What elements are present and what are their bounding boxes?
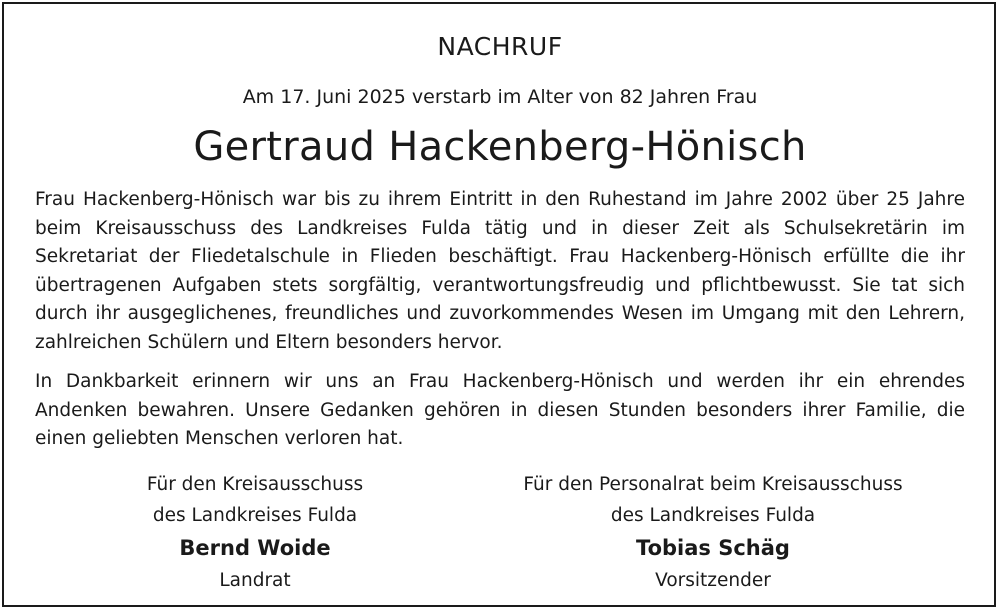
signature-block-left	[25, 469, 485, 596]
intro-line: Am 17. Juni 2025 verstarb im Alter von 82 Jahren Frau	[242, 86, 758, 108]
signature-role: Landrat	[219, 570, 291, 591]
signature-org-line2: des Landkreises Fulda	[152, 505, 358, 526]
signature-person: Bernd Woide	[179, 536, 331, 560]
signature-person: Tobias Schäg	[636, 536, 790, 560]
gratitude-paragraph: In Dankbarkeit erinnern wir uns an Frau Hackenberg-Hönisch und werden ihr ein ehrendes Andenken bewahren. Unsere Gedanken gehören in diesen Stunden besonders ihrer Familie, die einen geliebten Menschen verloren hat.	[35, 371, 965, 449]
notice-heading: NACHRUF	[437, 32, 563, 61]
signature-org-line1: Für den Personalrat beim Kreisausschuss	[523, 474, 903, 495]
deceased-name: Gertraud Hackenberg-Hönisch	[193, 124, 807, 170]
biography-paragraph: Frau Hackenberg-Hönisch war bis zu ihrem Eintritt in den Ruhestand im Jahre 2002 über 25 Jahre beim Kreisausschuss des Landkreises Fulda tätig und in dieser Zeit als Schulsekretärin im Sekretariat der Fliedetalschule in Flieden beschäftigt. Frau Hackenberg-Hönisch erfüllte die ihr übertragenen Aufgaben stets sorgfältig, verantwortungsfreudig und pflichtbewusst. Sie tat sich durch ihr ausgeglichenes, freundliches und zuvorkommendes Wesen im Umgang mit den Lehrern, zahlreichen Schülern und Eltern besonders hervor.	[35, 189, 965, 353]
signature-org-line1: Für den Kreisausschuss	[146, 474, 364, 495]
signature-org-line2: des Landkreises Fulda	[610, 505, 816, 526]
signature-role: Vorsitzender	[655, 570, 771, 591]
signature-block-right	[483, 469, 943, 596]
